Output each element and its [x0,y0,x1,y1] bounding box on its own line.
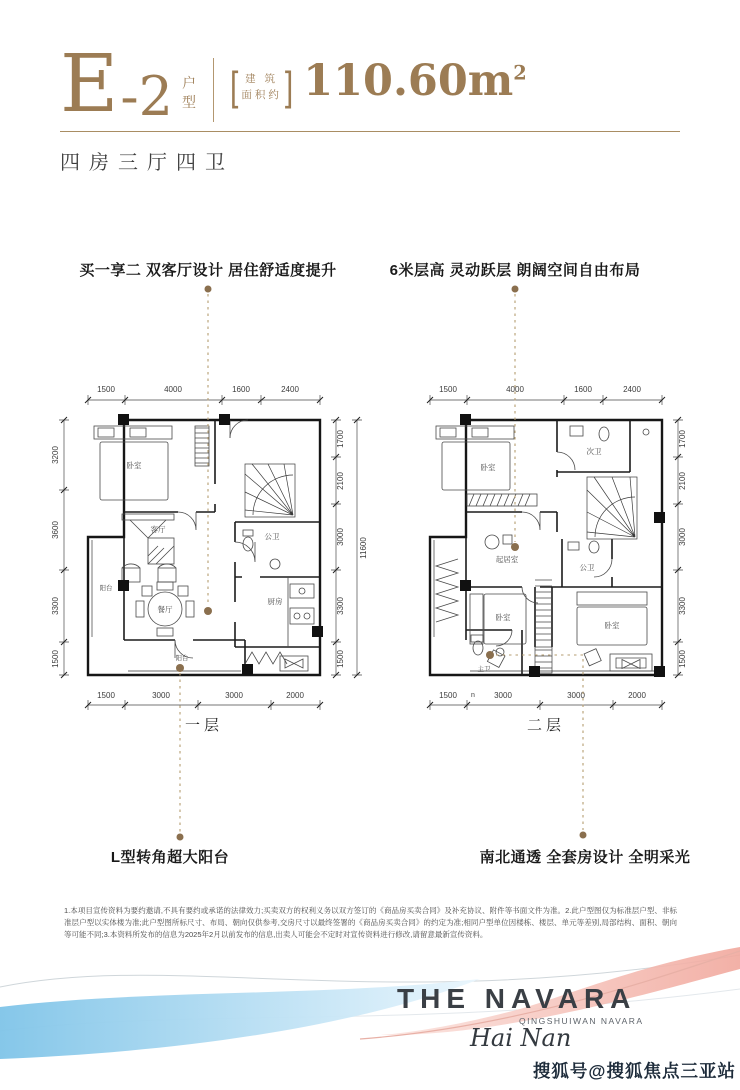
room-label-bedroom-top: 卧室 [480,463,496,472]
dim-label: 2400 [623,385,641,394]
dim-label: 2100 [678,472,687,490]
dims-bottom [427,691,665,710]
dim-label: 3300 [336,597,345,615]
dim-label: 1500 [51,650,60,668]
dim-label: 1600 [574,385,592,394]
annotation-top-left: 买一享二 双客厅设计 居住舒适度提升 [79,262,337,279]
unit-type-number: -2 [120,65,174,128]
room-count-subtitle: 四房三厅四卫 [60,150,234,174]
floorplan-level1 [30,372,370,734]
dim-label: 1500 [336,650,345,668]
dim-label: 2000 [286,691,304,700]
title-rule [60,131,680,132]
walls-level2 [430,420,662,675]
dim-note: n [471,692,475,699]
room-label-bedroom-right: 卧室 [604,621,620,630]
dim-label: 3000 [336,528,345,546]
dim-label: 3000 [494,691,512,700]
dim-label: 4000 [164,385,182,394]
dim-label: 3300 [51,597,60,615]
bracket-left: [ [230,64,239,110]
unit-type-header [60,37,527,130]
dim-label: 2000 [628,691,646,700]
dim-label: 3000 [567,691,585,700]
room-label-dining: 餐厅 [157,605,173,614]
unit-type-letter: E [60,37,119,130]
dim-label: 4000 [506,385,524,394]
columns-level1 [118,414,323,675]
room-labels-level1 [100,460,283,662]
room-label-living: 客厅 [150,525,166,534]
room-label-bath: 公卫 [264,532,280,541]
dim-label: 1500 [678,650,687,668]
brand-region: Hai Nan [470,1024,572,1052]
dim-label: 3300 [678,597,687,615]
header-divider [213,58,214,122]
guide-dot [205,286,212,293]
dims-top [85,385,323,405]
room-label-bedroom: 卧室 [126,461,142,470]
room-label-balcony-left: 阳台 [99,585,113,592]
dims-right [673,417,687,678]
dim-label: 3600 [51,521,60,539]
area-label [230,64,294,110]
room-labels-level2 [478,446,620,673]
brand-subtitle: QINGSHUIWAN NAVARA [519,1016,644,1026]
guide-dot [177,834,184,841]
floor2-name: 二层 [526,717,566,734]
dims-bottom [85,691,323,710]
dim-label: 3000 [678,528,687,546]
floorplan-level2 [372,372,712,734]
dim-label: 1500 [97,385,115,394]
annotation-bottom-right: 南北通透 全套房设计 全明采光 [479,849,691,866]
dim-label: 3000 [152,691,170,700]
watermark-sohu: 搜狐号@搜狐焦点三亚站 [532,1061,736,1081]
area-value: $110.60m^2$ [303,56,527,106]
dims-left [51,417,69,678]
room-label-bath-master: 主卫 [477,666,491,673]
area-label-line2: 面积约 [241,88,282,101]
dim-label-total: 11600 [359,537,368,559]
area-label-line1: 建 筑 [245,73,279,85]
unit-type-suffix: 户型 [182,75,197,110]
dim-label: 2400 [281,385,299,394]
area-sup: 2 [513,61,527,85]
dims-right [331,417,368,678]
room-label-balcony-bottom: 阳台 [175,655,189,662]
bracket-right: ] [284,64,294,110]
room-label-bedroom-left: 卧室 [495,613,511,622]
dim-label: 1700 [678,430,687,448]
guide-dot [580,832,587,839]
brand-logo: THE NAVARA [397,983,637,1014]
doors-level2 [496,452,612,646]
floor1-name: 一层 [184,717,224,734]
guide-dot [512,286,519,293]
room-label-bath-public: 公卫 [579,563,595,572]
dim-label: 1500 [439,691,457,700]
annotation-bottom-left: L型转角超大阳台 [110,849,230,866]
dim-label: 1700 [336,430,345,448]
room-label-sitting: 起居室 [495,555,519,564]
dim-label: 3000 [225,691,243,700]
dim-label: 1500 [97,691,115,700]
dims-top [427,385,665,405]
dim-label: 3200 [51,446,60,464]
dim-label: 1500 [439,385,457,394]
annotation-top-right: 6米层高 灵动跃层 朗阔空间自由布局 [389,262,641,279]
furniture-level2 [436,426,652,673]
dim-label: 2100 [336,472,345,490]
legal-disclaimer: 1.本项目宣传资料为要约邀请,不具有要约或承诺的法律效力;买卖双方的权利义务以双方签订的《商品房买卖合同》及补充协议、附件等书面文件为准。2.此户型图仅为标准层户型、非标准层户型以实体楼为准;此户型图所标尺寸、布局、朝向仅供参考,交房尺寸以最终签署的《商品房买卖合同》的约定为准;相同户型单位因楼栋、楼层、单元等差别,局部结构、面积、朝向等可能不同;3.本资料所发布的信息为2025年2月以前发布的信息,出卖人可能会不定时对宣传资料进行修改,请留意最新宣传资料。 [64,906,677,939]
room-label-kitchen: 厨房 [267,597,283,606]
dim-label: 1600 [232,385,250,394]
room-label-bath-secondary: 次卫 [586,447,602,456]
